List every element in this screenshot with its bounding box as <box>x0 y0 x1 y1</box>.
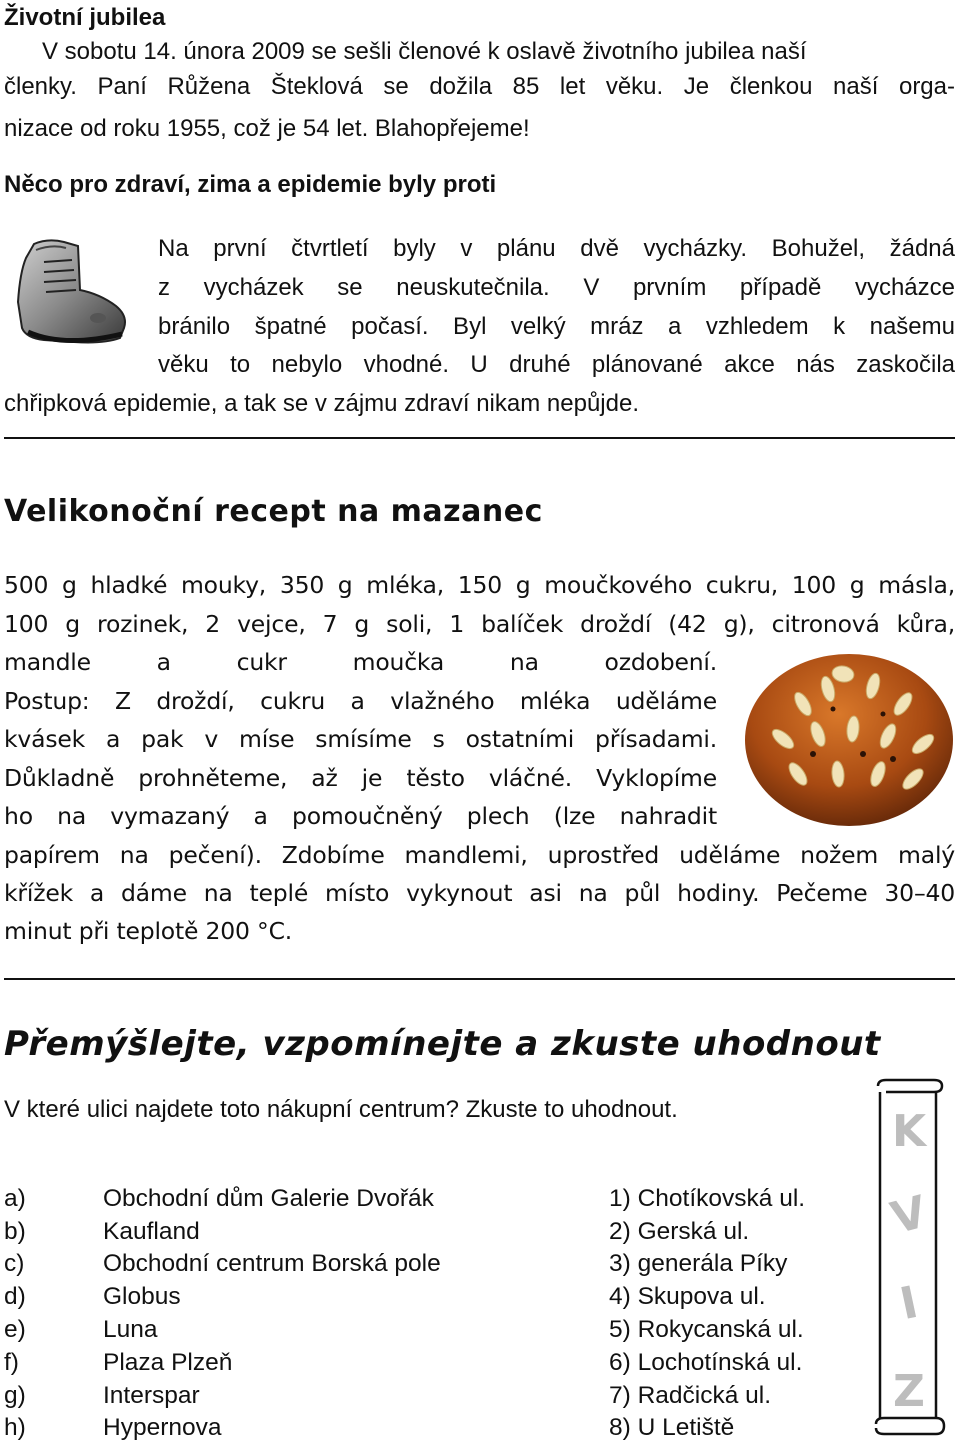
quiz-street: 1) Chotíkovská ul. <box>609 1185 806 1212</box>
quiz-street: 3) generála Píky <box>609 1250 788 1277</box>
quiz-street: 6) Lochotínská ul. <box>609 1349 803 1376</box>
quiz-letter: c) <box>4 1250 25 1277</box>
banner-letter-i: I <box>895 1276 923 1331</box>
boot-illustration <box>4 232 134 350</box>
recipe-step-5: papírem na pečení). Zdobíme mandlemi, uprostřed uděláme nožem malý <box>4 841 955 869</box>
mazanec-photo <box>743 644 955 828</box>
quiz-banner <box>868 1078 948 1440</box>
quiz-letter: f) <box>4 1349 19 1376</box>
quiz-street: 7) Radčická ul. <box>609 1382 772 1409</box>
quiz-letter: a) <box>4 1185 26 1212</box>
recipe-ingredients-1: 500 g hladké mouky, 350 g mléka, 150 g moučkového cukru, 100 g másla, <box>4 571 955 599</box>
quiz-letter: g) <box>4 1382 26 1409</box>
recipe-step-1: Postup: Z droždí, cukru a vlažného mléka uděláme <box>4 687 717 715</box>
banner-letter-z: Z <box>893 1366 925 1417</box>
quiz-letter: h) <box>4 1414 26 1441</box>
recipe-step-6: křížek a dáme na teplé místo vykynout asi na půl hodiny. Pečeme 30–40 <box>4 879 955 907</box>
quiz-heading: Přemýšlejte, vzpomínejte a zkuste uhodnout <box>4 1024 881 1064</box>
quiz-store-name: Globus <box>103 1283 181 1310</box>
recipe-ingredients-2: 100 g rozinek, 2 vejce, 7 g soli, 1 balíček droždí (42 g), citronová kůra, <box>4 610 955 638</box>
divider-1 <box>4 437 955 439</box>
recipe-ingredients-3: mandle a cukr moučka na ozdobení. <box>4 648 717 676</box>
quiz-store-name: Obchodní dům Galerie Dvořák <box>103 1185 434 1212</box>
recipe-step-2: kvásek a pak v míse smísíme s ostatními přísadami. <box>4 725 717 753</box>
quiz-letter: d) <box>4 1283 26 1310</box>
quiz-store-name: Luna <box>103 1316 158 1343</box>
banner-letter-v: V <box>885 1186 933 1245</box>
recipe-heading: Velikonoční recept na mazanec <box>4 494 543 529</box>
health-line-4: věku to nebylo vhodné. U druhé plánované akce nás zaskočila <box>158 351 955 378</box>
quiz-street: 8) U Letiště <box>609 1414 735 1441</box>
quiz-street: 4) Skupova ul. <box>609 1283 766 1310</box>
jubilee-line-2: členky. Paní Růžena Šteklová se dožila 85 let věku. Je členkou naší orga- <box>4 73 955 100</box>
health-heading: Něco pro zdraví, zima a epidemie byly proti <box>4 171 497 198</box>
health-line-3: bránilo špatné počasí. Byl velký mráz a vzhledem k našemu <box>158 313 955 340</box>
recipe-step-4: ho na vymazaný a pomoučněný plech (lze nahradit <box>4 802 717 830</box>
recipe-step-3: Důkladně prohněteme, až je těsto vláčné. Vyklopíme <box>4 764 717 792</box>
recipe-step-7: minut při teplotě 200 °C. <box>4 917 293 945</box>
divider-2 <box>4 978 955 980</box>
quiz-letter: e) <box>4 1316 26 1343</box>
quiz-street: 2) Gerská ul. <box>609 1218 750 1245</box>
banner-letter-k: K <box>891 1106 927 1157</box>
health-line-1: Na první čtvrtletí byly v plánu dvě vycházky. Bohužel, žádná <box>158 235 955 262</box>
quiz-store-name: Obchodní centrum Borská pole <box>103 1250 441 1277</box>
jubilee-line-3: nizace od roku 1955, což je 54 let. Blahopřejeme! <box>4 115 530 142</box>
quiz-store-name: Interspar <box>103 1382 200 1409</box>
health-line-2: z vycházek se neuskutečnila. V prvním případě vycházce <box>158 274 955 301</box>
jubilee-heading: Životní jubilea <box>4 4 166 31</box>
health-line-5: chřipková epidemie, a tak se v zájmu zdraví nikam nepůjde. <box>4 390 639 417</box>
quiz-question: V které ulici najdete toto nákupní centrum? Zkuste to uhodnout. <box>4 1096 678 1123</box>
quiz-store-name: Kaufland <box>103 1218 200 1245</box>
quiz-store-name: Plaza Plzeň <box>103 1349 233 1376</box>
quiz-store-name: Hypernova <box>103 1414 222 1441</box>
jubilee-line-1: V sobotu 14. února 2009 se sešli členové k oslavě životního jubilea naší <box>42 38 807 65</box>
quiz-letter: b) <box>4 1218 26 1245</box>
quiz-street: 5) Rokycanská ul. <box>609 1316 804 1343</box>
